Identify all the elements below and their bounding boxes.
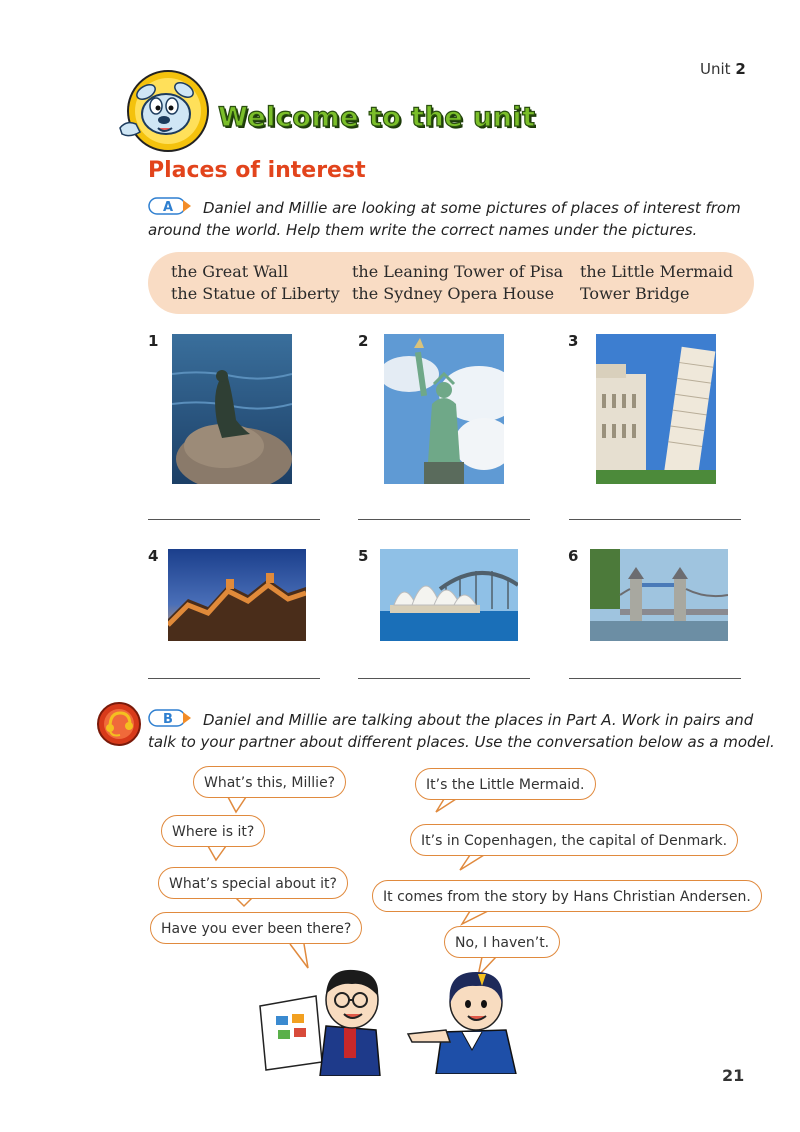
unit-word: Unit bbox=[700, 60, 731, 78]
word-item: the Sydney Opera House bbox=[352, 284, 555, 303]
unit-number: 2 bbox=[735, 60, 746, 78]
page-number: 21 bbox=[722, 1066, 745, 1085]
word-item: the Statue of Liberty bbox=[171, 284, 340, 303]
part-a-letter: A bbox=[163, 200, 174, 215]
speech-bubble-left: What’s special about it? bbox=[158, 867, 348, 899]
speech-bubble-right: It’s the Little Mermaid. bbox=[415, 768, 596, 800]
part-b-instruction-line1: Daniel and Millie are talking about the places in Part A. Work in pairs and bbox=[203, 711, 754, 729]
part-a-instruction-line2: around the world. Help them write the correct names under the pictures. bbox=[148, 221, 698, 239]
speech-bubble-right: It comes from the story by Hans Christian Andersen. bbox=[372, 880, 762, 912]
speech-bubble-right: It’s in Copenhagen, the capital of Denmark. bbox=[410, 824, 738, 856]
speech-bubble-right: No, I haven’t. bbox=[444, 926, 560, 958]
word-item: the Leaning Tower of Pisa bbox=[352, 262, 564, 281]
part-a-instruction-line1: Daniel and Millie are looking at some pictures of places of interest from bbox=[203, 199, 741, 217]
picture-number: 3 bbox=[568, 332, 579, 350]
word-item: the Little Mermaid bbox=[580, 262, 734, 281]
daniel-character bbox=[256, 966, 386, 1076]
speech-bubble-left: What’s this, Millie? bbox=[193, 766, 346, 798]
speech-bubble-left: Where is it? bbox=[161, 815, 265, 847]
picture-number: 2 bbox=[358, 332, 369, 350]
part-b-instruction-line2: talk to your partner about different places. Use the conversation below as a model. bbox=[148, 733, 775, 751]
section-title: Places of interest bbox=[148, 158, 366, 183]
part-b-letter: B bbox=[163, 712, 173, 727]
word-item: Tower Bridge bbox=[580, 284, 690, 303]
picture-number: 5 bbox=[358, 547, 369, 565]
picture-number: 6 bbox=[568, 547, 579, 565]
millie-character bbox=[406, 970, 526, 1074]
page-title: Welcome to the unit bbox=[218, 102, 536, 133]
word-item: the Great Wall bbox=[171, 262, 289, 281]
speech-bubble-left: Have you ever been there? bbox=[150, 912, 362, 944]
picture-number: 4 bbox=[148, 547, 159, 565]
picture-number: 1 bbox=[148, 332, 159, 350]
